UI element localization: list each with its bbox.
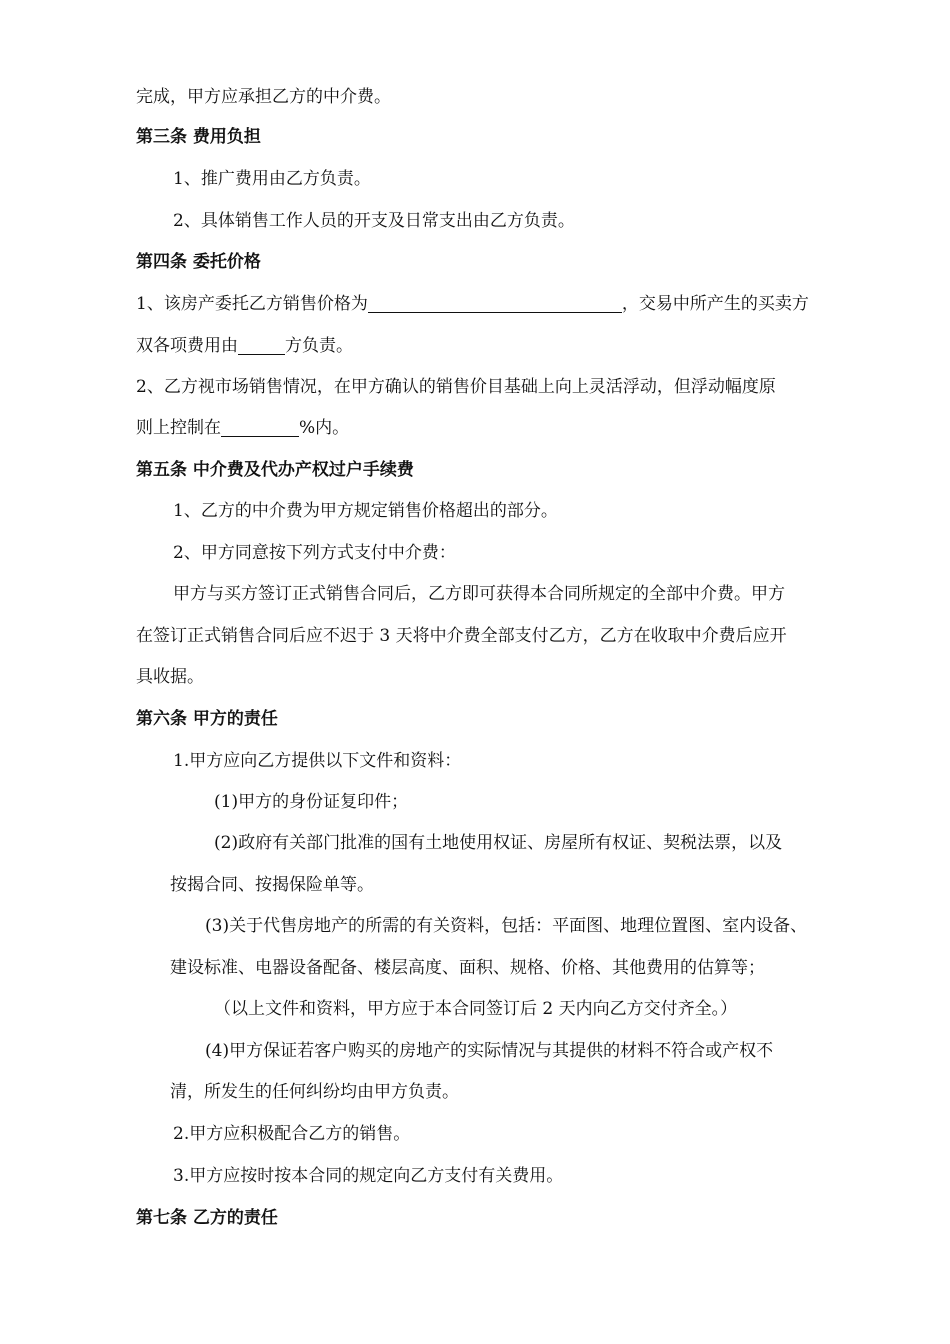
paragraph-line: （以上文件和资料，甲方应于本合同签订后 2 天内向乙方交付齐全。） [214, 999, 738, 1019]
text-fragment: 1、该房产委托乙方销售价格为 [136, 294, 368, 314]
section-heading-3: 第三条 费用负担 [136, 127, 261, 147]
section-heading-5: 第五条 中介费及代办产权过户手续费 [136, 460, 414, 480]
paragraph-line: 在签订正式销售合同后应不迟于 3 天将中介费全部支付乙方，乙方在收取中介费后应开 [136, 626, 787, 646]
party-blank-field[interactable] [238, 334, 285, 355]
paragraph-line: 1.甲方应向乙方提供以下文件和资料： [173, 751, 462, 771]
section-heading-4: 第四条 委托价格 [136, 252, 261, 272]
paragraph-line [136, 407, 866, 449]
paragraph-line [136, 283, 866, 325]
paragraph-line: 完成，甲方应承担乙方的中介费。 [136, 87, 391, 107]
paragraph-line: 甲方与买方签订正式销售合同后，乙方即可获得本合同所规定的全部中介费。甲方 [173, 584, 785, 604]
text-fragment: 双各项费用由 [136, 336, 238, 356]
paragraph-line: 2、具体销售工作人员的开支及日常支出由乙方负责。 [173, 211, 575, 231]
paragraph-line: 2.甲方应积极配合乙方的销售。 [173, 1124, 411, 1144]
text-fragment: %内。 [299, 418, 350, 438]
paragraph-line: 建设标准、电器设备配备、楼层高度、面积、规格、价格、其他费用的估算等； [170, 958, 765, 978]
paragraph-line: 按揭合同、按揭保险单等。 [170, 875, 374, 895]
text-fragment: 则上控制在 [136, 418, 221, 438]
paragraph-line: 清，所发生的任何纠纷均由甲方负责。 [170, 1082, 459, 1102]
paragraph-line: 2、乙方视市场销售情况，在甲方确认的销售价目基础上向上灵活浮动，但浮动幅度原 [136, 377, 776, 397]
paragraph-line: (4)甲方保证若客户购买的房地产的实际情况与其提供的材料不符合或产权不 [205, 1041, 774, 1061]
paragraph-line: 2、甲方同意按下列方式支付中介费： [173, 543, 456, 563]
paragraph-line: 1、推广费用由乙方负责。 [173, 169, 371, 189]
paragraph-line: 3.甲方应按时按本合同的规定向乙方支付有关费用。 [173, 1166, 564, 1186]
paragraph-line: (3)关于代售房地产的所需的有关资料，包括：平面图、地理位置图、室内设备、 [205, 916, 808, 936]
text-fragment: ，交易中所产生的买卖方 [621, 294, 809, 314]
percent-blank-field[interactable] [221, 416, 299, 437]
section-heading-7: 第七条 乙方的责任 [136, 1208, 278, 1228]
text-fragment: 方负责。 [285, 336, 353, 356]
paragraph-line: (2)政府有关部门批准的国有土地使用权证、房屋所有权证、契税法票，以及 [214, 833, 783, 853]
paragraph-line: 1、乙方的中介费为甲方规定销售价格超出的部分。 [173, 501, 558, 521]
section-heading-6: 第六条 甲方的责任 [136, 709, 278, 729]
paragraph-line: 具收据。 [136, 667, 204, 687]
paragraph-line: (1)甲方的身份证复印件； [214, 792, 409, 812]
paragraph-line [136, 325, 866, 367]
price-blank-field[interactable] [368, 292, 622, 313]
